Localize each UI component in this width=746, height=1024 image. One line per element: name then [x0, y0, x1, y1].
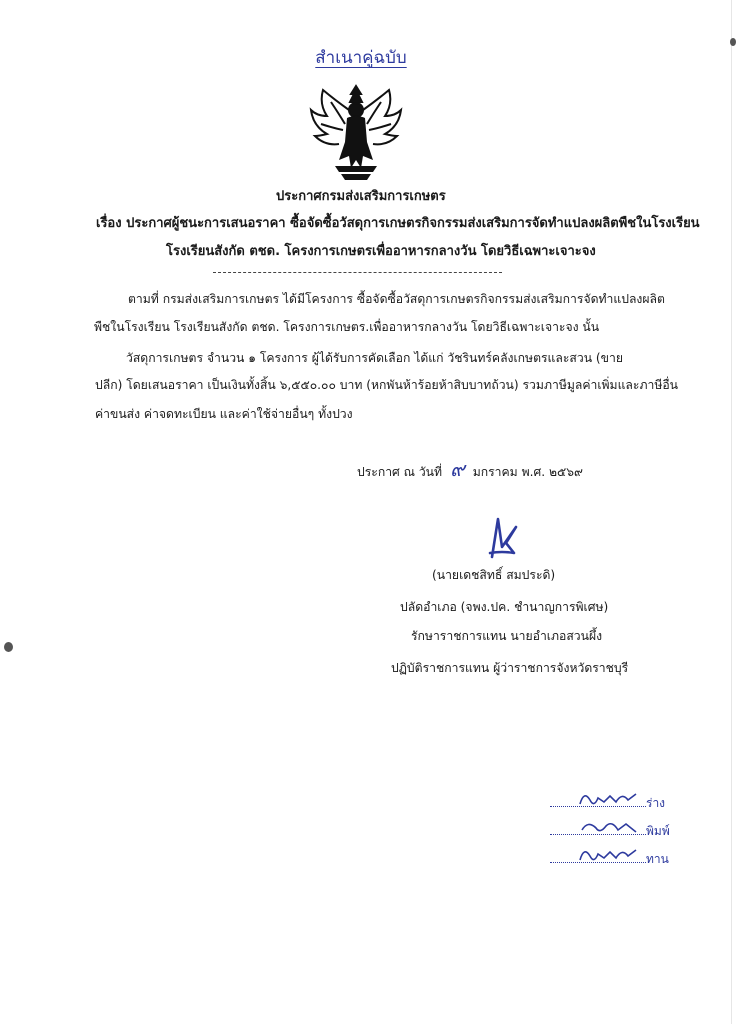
dotted-line: [550, 834, 646, 835]
dotted-line: [550, 862, 646, 863]
announcement-date: [357, 453, 583, 485]
handwritten-signature: [478, 513, 522, 561]
date-prefix: ประกาศ ณ วันที่: [357, 465, 443, 479]
dotted-line: [550, 806, 646, 807]
scan-speck: [730, 38, 736, 46]
signatory-name: (นายเดชสิทธิ์ สมประดิ): [432, 568, 556, 582]
body-paragraph-line: พืชในโรงเรียน โรงเรียนสังกัด ตชด. โครงการเกษตร.เพื่ออาหารกลางวัน โดยวิธีเฉพาะเจาะจง นั้น: [94, 320, 600, 334]
initial-row-print: [548, 816, 678, 842]
body-paragraph-line: ปลีก) โดยเสนอราคา เป็นเงินทั้งสิ้น ๖,๕๕๐.๐๐ บาท (หกพันห้าร้อยห้าสิบบาทถ้วน) รวมภาษีมูลค่าเพิ่มและภาษีอื่น: [95, 378, 679, 392]
scan-speck: [4, 642, 13, 652]
copy-stamp: สำเนาคู่ฉบับ: [315, 48, 407, 68]
announcement-title: ประกาศกรมส่งเสริมการเกษตร: [276, 189, 446, 204]
initial-row-review: [548, 844, 678, 870]
label-print: พิมพ์: [646, 824, 670, 838]
initials-block: [548, 788, 678, 872]
subject-line: เรื่อง ประกาศผู้ชนะการเสนอราคา ซื้อจัดซื้อวัสดุการเกษตรกิจกรรมส่งเสริมการจัดทำแปลงผลิตพืชในโรงเรียน: [96, 216, 700, 231]
signatory-on-behalf-role: ปฏิบัติราชการแทน ผู้ว่าราชการจังหวัดราชบุรี: [391, 661, 629, 675]
dashed-divider: [213, 272, 502, 273]
initial-row-draft: [548, 788, 678, 814]
date-suffix: มกราคม พ.ศ. ๒๕๖๙: [472, 465, 583, 479]
label-draft: ร่าง: [646, 796, 666, 810]
signatory-position: ปลัดอำเภอ (จพง.ปค. ชำนาญการพิเศษ): [400, 600, 609, 614]
body-paragraph-line: วัสดุการเกษตร จำนวน ๑ โครงการ ผู้ได้รับการคัดเลือก ได้แก่ วัชรินทร์คลังเกษตรและสวน (ขาย: [126, 351, 623, 365]
subject-line-continued: โรงเรียนสังกัด ตชด. โครงการเกษตรเพื่ออาหารกลางวัน โดยวิธีเฉพาะเจาะจง: [166, 244, 596, 259]
garuda-emblem-icon: [305, 80, 407, 184]
page-edge: [731, 0, 732, 1024]
handwritten-day: ๙: [450, 457, 465, 481]
body-paragraph-line: ตามที่ กรมส่งเสริมการเกษตร ได้มีโครงการ ซื้อจัดซื้อวัสดุการเกษตรกิจกรรมส่งเสริมการจัดทำแปลงผลิต: [128, 292, 665, 306]
body-paragraph-line: ค่าขนส่ง ค่าจดทะเบียน และค่าใช้จ่ายอื่นๆ ทั้งปวง: [95, 407, 353, 421]
label-review: ทาน: [646, 852, 669, 866]
signatory-acting-role: รักษาราชการแทน นายอำเภอสวนผึ้ง: [411, 629, 603, 643]
